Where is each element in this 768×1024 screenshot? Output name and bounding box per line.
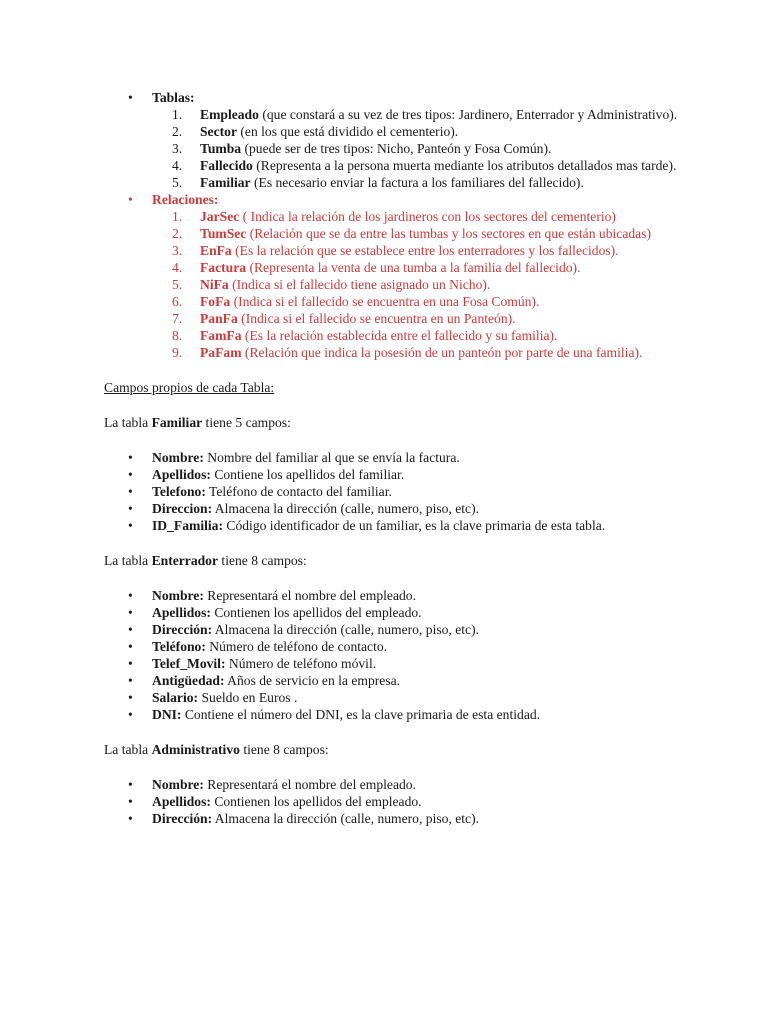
table-name: Enterrador <box>151 553 219 568</box>
list-item <box>104 587 678 604</box>
intro-suffix: tiene 5 campos: <box>202 415 291 430</box>
list-item <box>104 483 678 500</box>
list-item <box>152 344 678 361</box>
item-description: (que constará a su vez de tres tipos: Jardinero, Enterrador y Administrativo). <box>258 107 678 122</box>
intro-prefix: La tabla <box>104 553 152 568</box>
familiar-fields-list <box>104 449 678 534</box>
item-name: Tumba <box>200 141 242 156</box>
bullet-icon: • <box>128 450 133 465</box>
list-item <box>104 638 678 655</box>
item-number: 2. <box>172 226 183 241</box>
list-item <box>152 140 678 157</box>
list-item <box>104 517 678 534</box>
field-description: Representará el nombre del empleado. <box>203 588 416 603</box>
list-item <box>152 123 678 140</box>
list-item <box>104 449 678 466</box>
item-name: Factura <box>200 260 247 275</box>
item-number: 4. <box>172 260 183 275</box>
item-number: 5. <box>172 175 183 190</box>
field-description: Almacena la dirección (calle, numero, piso, etc). <box>212 622 480 637</box>
item-description: (Indica si el fallecido se encuentra en una Fosa Común). <box>230 294 540 309</box>
intro-suffix: tiene 8 campos: <box>218 553 307 568</box>
field-name: Nombre: <box>152 777 204 792</box>
item-description: (Relación que indica la posesión de un panteón por parte de una familia). <box>241 345 643 360</box>
item-description: (Es la relación que se establece entre los enterradores y los fallecidos). <box>231 243 619 258</box>
item-name: PaFam <box>200 345 242 360</box>
field-description: Número de teléfono de contacto. <box>205 639 388 654</box>
field-description: Número de teléfono móvil. <box>225 656 377 671</box>
field-description: Contiene el número del DNI, es la clave primaria de esta entidad. <box>181 707 541 722</box>
bullet-icon: • <box>128 622 133 637</box>
list-item <box>104 621 678 638</box>
main-bullet-list <box>104 89 678 361</box>
item-number: 9. <box>172 345 183 360</box>
list-item <box>152 208 678 225</box>
field-name: Dirección: <box>152 811 213 826</box>
bullet-icon: • <box>128 794 133 809</box>
tablas-heading: Tablas: <box>152 90 195 105</box>
field-description: Teléfono de contacto del familiar. <box>205 484 392 499</box>
field-name: Teléfono: <box>152 639 206 654</box>
field-description: Años de servicio en la empresa. <box>224 673 401 688</box>
bullet-icon: • <box>128 707 133 722</box>
list-item <box>104 466 678 483</box>
list-item <box>152 174 678 191</box>
enterrador-intro <box>104 552 678 569</box>
item-number: 3. <box>172 141 183 156</box>
list-item <box>104 500 678 517</box>
item-number: 1. <box>172 107 183 122</box>
administrativo-intro <box>104 741 678 758</box>
item-number: 7. <box>172 311 183 326</box>
list-item <box>104 655 678 672</box>
relaciones-section <box>104 191 678 361</box>
bullet-icon: • <box>128 192 133 207</box>
field-name: Salario: <box>152 690 199 705</box>
bullet-icon: • <box>128 467 133 482</box>
item-name: Familiar <box>200 175 251 190</box>
field-name: Antigüedad: <box>152 673 225 688</box>
item-name: EnFa <box>200 243 232 258</box>
item-name: FoFa <box>200 294 231 309</box>
item-description: (Indica si el fallecido se encuentra en un Panteón). <box>237 311 516 326</box>
bullet-icon: • <box>128 639 133 654</box>
list-item <box>152 157 678 174</box>
item-name: JarSec <box>200 209 240 224</box>
table-name: Familiar <box>151 415 203 430</box>
relaciones-list <box>152 208 678 361</box>
intro-prefix: La tabla <box>104 742 152 757</box>
field-name: Nombre: <box>152 588 204 603</box>
list-item <box>104 672 678 689</box>
item-name: PanFa <box>200 311 238 326</box>
item-number: 2. <box>172 124 183 139</box>
bullet-icon: • <box>128 484 133 499</box>
item-description: (Es la relación establecida entre el fallecido y su familia). <box>241 328 558 343</box>
field-name: ID_Familia: <box>152 518 223 533</box>
item-name: NiFa <box>200 277 229 292</box>
list-item <box>152 106 678 123</box>
list-item <box>104 604 678 621</box>
familiar-intro <box>104 414 678 431</box>
bullet-icon: • <box>128 811 133 826</box>
item-name: Empleado <box>200 107 259 122</box>
list-item <box>152 259 678 276</box>
tablas-list <box>152 106 678 191</box>
item-name: Fallecido <box>200 158 253 173</box>
bullet-icon: • <box>128 690 133 705</box>
item-description: (Indica si el fallecido tiene asignado un Nicho). <box>228 277 491 292</box>
list-item <box>104 776 678 793</box>
list-item <box>152 327 678 344</box>
list-item <box>104 793 678 810</box>
item-name: Sector <box>200 124 237 139</box>
field-description: Sueldo en Euros . <box>198 690 298 705</box>
list-item <box>152 225 678 242</box>
item-number: 6. <box>172 294 183 309</box>
list-item <box>152 242 678 259</box>
table-name: Administrativo <box>151 742 240 757</box>
item-description: (Relación que se da entre las tumbas y los sectores en que están ubicadas) <box>246 226 651 241</box>
item-number: 4. <box>172 158 183 173</box>
list-item <box>152 293 678 310</box>
list-item <box>152 310 678 327</box>
list-item <box>152 276 678 293</box>
field-name: Nombre: <box>152 450 204 465</box>
relaciones-heading: Relaciones: <box>152 192 219 207</box>
field-name: DNI: <box>152 707 182 722</box>
administrativo-fields-list <box>104 776 678 827</box>
field-description: Representará el nombre del empleado. <box>203 777 416 792</box>
bullet-icon: • <box>128 605 133 620</box>
bullet-icon: • <box>128 588 133 603</box>
list-item <box>104 810 678 827</box>
bullet-icon: • <box>128 90 133 105</box>
field-description: Almacena la dirección (calle, numero, piso, etc). <box>212 811 480 826</box>
field-name: Telefono: <box>152 484 206 499</box>
field-description: Código identificador de un familiar, es la clave primaria de esta tabla. <box>222 518 606 533</box>
field-description: Contienen los apellidos del empleado. <box>210 605 422 620</box>
field-name: Dirección: <box>152 622 213 637</box>
bullet-icon: • <box>128 518 133 533</box>
item-description: (Es necesario enviar la factura a los familiares del fallecido). <box>250 175 584 190</box>
intro-prefix: La tabla <box>104 415 152 430</box>
field-name: Apellidos: <box>152 605 211 620</box>
item-name: TumSec <box>200 226 247 241</box>
item-number: 5. <box>172 277 183 292</box>
item-description: (Representa a la persona muerta mediante los atributos detallados mas tarde). <box>252 158 677 173</box>
list-item <box>104 689 678 706</box>
intro-suffix: tiene 8 campos: <box>239 742 329 757</box>
item-number: 3. <box>172 243 183 258</box>
field-name: Direccion: <box>152 501 213 516</box>
item-description: (en los que está dividido el cementerio). <box>237 124 459 139</box>
enterrador-fields-list <box>104 587 678 723</box>
item-description: (Representa la venta de una tumba a la familia del fallecido). <box>246 260 581 275</box>
field-description: Contiene los apellidos del familiar. <box>210 467 405 482</box>
campos-section-title: Campos propios de cada Tabla: <box>104 380 275 395</box>
bullet-icon: • <box>128 673 133 688</box>
field-description: Almacena la dirección (calle, numero, piso, etc). <box>212 501 480 516</box>
field-description: Contienen los apellidos del empleado. <box>210 794 422 809</box>
bullet-icon: • <box>128 777 133 792</box>
tablas-section <box>104 89 678 191</box>
list-item <box>104 706 678 723</box>
item-number: 8. <box>172 328 183 343</box>
field-name: Telef_Movil: <box>152 656 226 671</box>
bullet-icon: • <box>128 656 133 671</box>
item-description: (puede ser de tres tipos: Nicho, Panteón y Fosa Común). <box>241 141 552 156</box>
field-name: Apellidos: <box>152 794 211 809</box>
field-description: Nombre del familiar al que se envía la factura. <box>203 450 460 465</box>
item-description: ( Indica la relación de los jardineros con los sectores del cementerio) <box>239 209 616 224</box>
field-name: Apellidos: <box>152 467 211 482</box>
bullet-icon: • <box>128 501 133 516</box>
item-number: 1. <box>172 209 183 224</box>
item-name: FamFa <box>200 328 242 343</box>
